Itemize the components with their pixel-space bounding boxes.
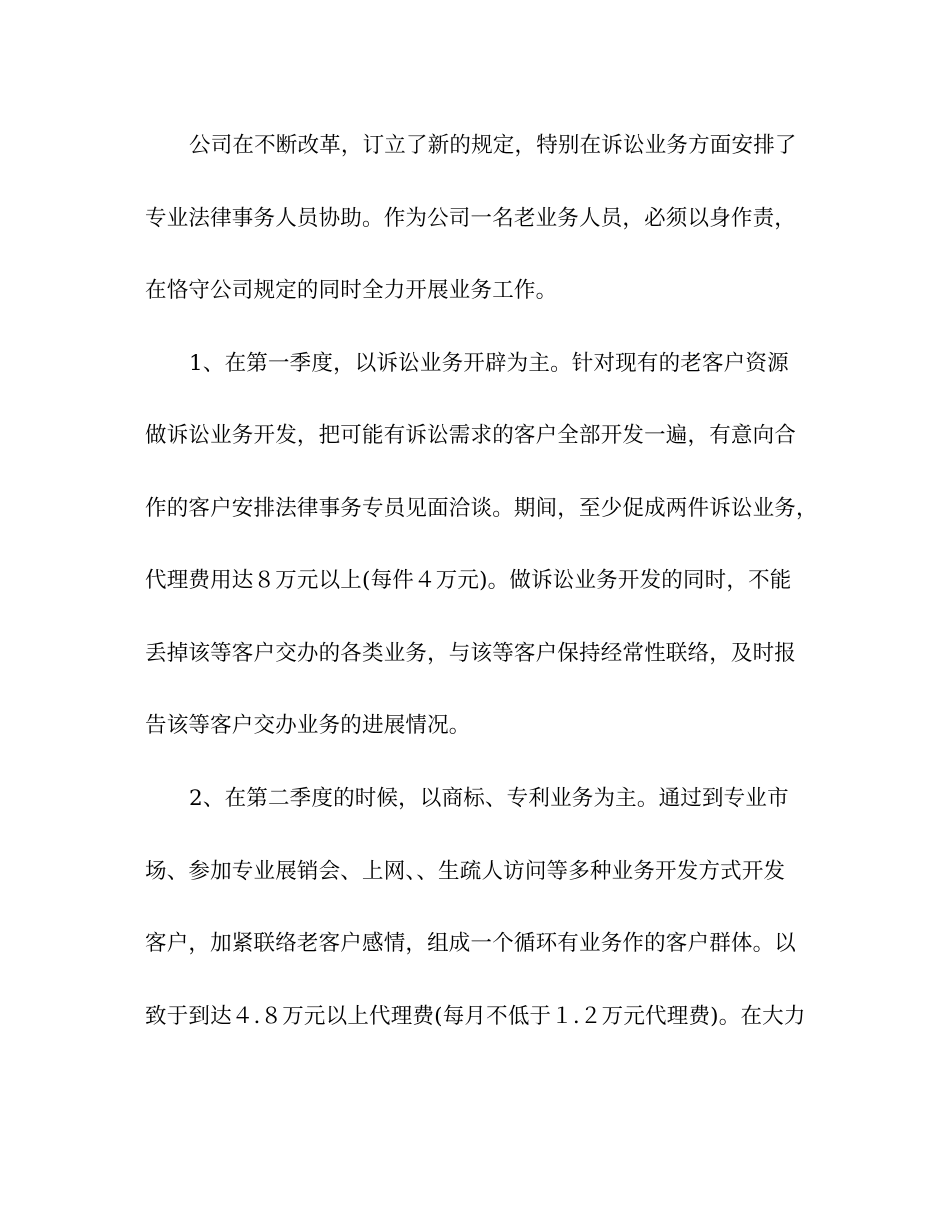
paragraph-3-line-4: 致于到达４.８万元以上代理费(每月不低于１.２万元代理费)。在大力: [145, 1004, 806, 1029]
paragraph-2-line-1: 1、在第一季度，以诉讼业务开辟为主。针对现有的老客户资源: [189, 351, 789, 376]
paragraph-3-line-1: 2、在第二季度的时候，以商标、专利业务为主。通过到专业市: [189, 786, 789, 811]
paragraph-1-line-3: 在恪守公司规定的同时全力开展业务工作。: [145, 278, 558, 303]
paragraph-1-line-2: 专业法律事务人员协助。作为公司一名老业务人员，必须以身作责，: [145, 206, 797, 231]
paragraph-2-line-5: 丢掉该等客户交办的各类业务，与该等客户保持经常性联络，及时报: [145, 641, 797, 666]
paragraph-2-line-4: 代理费用达８万元以上(每件４万元)。做诉讼业务开发的同时，不能: [145, 568, 792, 593]
paragraph-2-line-6: 告该等客户交办业务的进展情况。: [145, 713, 471, 738]
paragraph-3-line-3: 客户，加紧联络老客户感情，组成一个循环有业务作的客户群体。以: [145, 931, 797, 956]
paragraph-2-line-2: 做诉讼业务开发，把可能有诉讼需求的客户全部开发一遍，有意向合: [145, 423, 797, 448]
paragraph-3-line-2: 场、参加专业展销会、上网、、生疏人访问等多种业务开发方式开发: [145, 859, 786, 884]
paragraph-2-line-3: 作的客户安排法律事务专员见面洽谈。期间，至少促成两件诉讼业务，: [145, 496, 818, 521]
paragraph-1-line-1: 公司在不断改革，订立了新的规定，特别在诉讼业务方面安排了: [189, 133, 797, 158]
